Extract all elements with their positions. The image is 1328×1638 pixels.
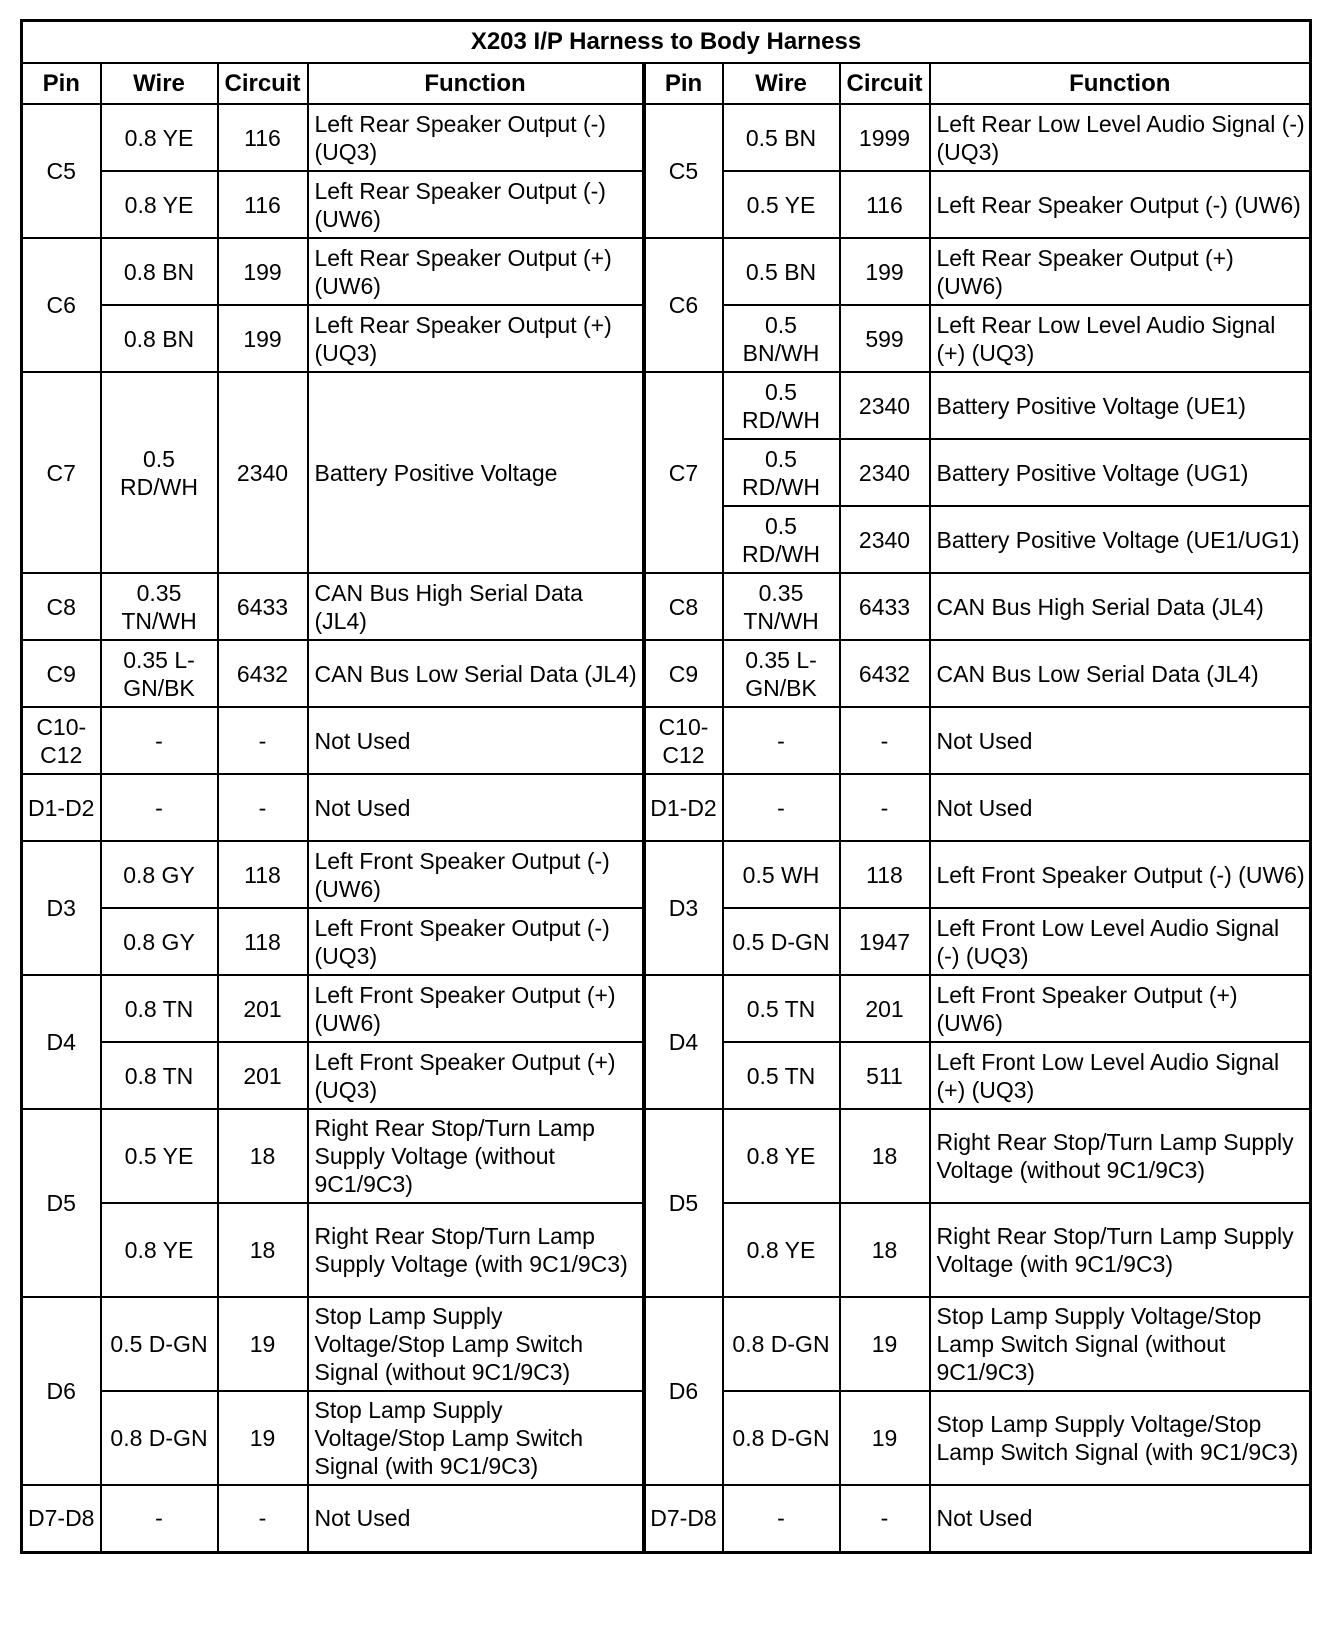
circuit-cell-right: 19: [840, 1391, 930, 1485]
circuit-cell-right: 19: [840, 1297, 930, 1391]
function-cell-right: Not Used: [930, 1485, 1311, 1552]
circuit-cell-left: -: [218, 707, 308, 774]
pin-cell-left: D5: [22, 1109, 101, 1297]
table-row: [22, 372, 1311, 439]
function-cell-right: Right Rear Stop/Turn Lamp Supply Voltage (with 9C1/9C3): [930, 1203, 1311, 1297]
header-function-left: Function: [308, 63, 644, 104]
pin-cell-right: C7: [644, 372, 723, 573]
header-wire-right: Wire: [723, 63, 840, 104]
pin-cell-left: C8: [22, 573, 101, 640]
wire-cell-left: -: [101, 774, 218, 841]
circuit-cell-left: 199: [218, 305, 308, 372]
pin-cell-right: D6: [644, 1297, 723, 1485]
wire-cell-right: 0.5 WH: [723, 841, 840, 908]
function-cell-right: Battery Positive Voltage (UG1): [930, 439, 1311, 506]
function-cell-right: Left Rear Low Level Audio Signal (-) (UQ3): [930, 104, 1311, 171]
circuit-cell-right: 18: [840, 1203, 930, 1297]
table-row: [22, 774, 1311, 841]
circuit-cell-left: 201: [218, 975, 308, 1042]
function-cell-left: Left Rear Speaker Output (+) (UQ3): [308, 305, 644, 372]
pin-cell-left: C6: [22, 238, 101, 372]
header-pin-left: Pin: [22, 63, 101, 104]
function-cell-left: Left Rear Speaker Output (-) (UW6): [308, 171, 644, 238]
pin-cell-right: D3: [644, 841, 723, 975]
function-cell-right: Battery Positive Voltage (UE1/UG1): [930, 506, 1311, 573]
wire-cell-right: 0.8 D-GN: [723, 1391, 840, 1485]
wire-cell-left: 0.5 RD/WH: [101, 372, 218, 573]
function-cell-right: Left Rear Low Level Audio Signal (+) (UQ3): [930, 305, 1311, 372]
wire-cell-right: 0.5 BN/WH: [723, 305, 840, 372]
circuit-cell-left: -: [218, 1485, 308, 1552]
function-cell-left: Left Front Speaker Output (+) (UQ3): [308, 1042, 644, 1109]
function-cell-right: Left Rear Speaker Output (+) (UW6): [930, 238, 1311, 305]
pin-cell-left: D3: [22, 841, 101, 975]
table-row: [22, 707, 1311, 774]
wire-cell-right: 0.8 YE: [723, 1203, 840, 1297]
wire-cell-right: -: [723, 707, 840, 774]
pin-cell-right: D1-D2: [644, 774, 723, 841]
circuit-cell-left: -: [218, 774, 308, 841]
pin-cell-left: D7-D8: [22, 1485, 101, 1552]
wire-cell-left: 0.8 BN: [101, 238, 218, 305]
circuit-cell-right: 18: [840, 1109, 930, 1203]
wire-cell-left: 0.35 TN/WH: [101, 573, 218, 640]
table-row: [22, 1109, 1311, 1203]
function-cell-left: Stop Lamp Supply Voltage/Stop Lamp Switch Signal (without 9C1/9C3): [308, 1297, 644, 1391]
table-row: [22, 104, 1311, 171]
wire-cell-left: 0.35 L-GN/BK: [101, 640, 218, 707]
pin-cell-right: C10-C12: [644, 707, 723, 774]
circuit-cell-right: 2340: [840, 506, 930, 573]
header-row: [22, 63, 1311, 104]
circuit-cell-left: 116: [218, 104, 308, 171]
function-cell-left: Right Rear Stop/Turn Lamp Supply Voltage (with 9C1/9C3): [308, 1203, 644, 1297]
wire-cell-left: 0.8 YE: [101, 104, 218, 171]
table-body: [22, 104, 1311, 1552]
wire-cell-right: 0.5 BN: [723, 104, 840, 171]
wire-cell-right: -: [723, 1485, 840, 1552]
wire-cell-left: 0.8 BN: [101, 305, 218, 372]
wire-cell-right: 0.5 TN: [723, 1042, 840, 1109]
wire-cell-left: -: [101, 707, 218, 774]
circuit-cell-left: 2340: [218, 372, 308, 573]
wire-cell-right: 0.5 BN: [723, 238, 840, 305]
function-cell-right: CAN Bus High Serial Data (JL4): [930, 573, 1311, 640]
circuit-cell-left: 6432: [218, 640, 308, 707]
wire-cell-right: -: [723, 774, 840, 841]
circuit-cell-left: 19: [218, 1297, 308, 1391]
circuit-cell-right: 2340: [840, 439, 930, 506]
wire-cell-right: 0.35 L-GN/BK: [723, 640, 840, 707]
wire-cell-left: 0.8 YE: [101, 1203, 218, 1297]
circuit-cell-right: -: [840, 707, 930, 774]
wire-cell-right: 0.8 D-GN: [723, 1297, 840, 1391]
circuit-cell-right: -: [840, 774, 930, 841]
table-row: [22, 238, 1311, 305]
pin-cell-right: C5: [644, 104, 723, 238]
header-circuit-right: Circuit: [840, 63, 930, 104]
table-row: [22, 573, 1311, 640]
function-cell-right: Left Front Speaker Output (+) (UW6): [930, 975, 1311, 1042]
pin-cell-left: D6: [22, 1297, 101, 1485]
function-cell-left: Not Used: [308, 774, 644, 841]
circuit-cell-right: 1947: [840, 908, 930, 975]
circuit-cell-left: 201: [218, 1042, 308, 1109]
wire-cell-right: 0.5 YE: [723, 171, 840, 238]
table-row: [22, 975, 1311, 1042]
pin-cell-left: C9: [22, 640, 101, 707]
function-cell-left: CAN Bus Low Serial Data (JL4): [308, 640, 644, 707]
circuit-cell-left: 199: [218, 238, 308, 305]
function-cell-left: Right Rear Stop/Turn Lamp Supply Voltage (without 9C1/9C3): [308, 1109, 644, 1203]
circuit-cell-right: 599: [840, 305, 930, 372]
function-cell-right: Left Front Low Level Audio Signal (+) (UQ3): [930, 1042, 1311, 1109]
table-row: [22, 640, 1311, 707]
circuit-cell-right: 116: [840, 171, 930, 238]
function-cell-right: Not Used: [930, 707, 1311, 774]
pin-cell-left: D4: [22, 975, 101, 1109]
function-cell-left: Left Front Speaker Output (-) (UW6): [308, 841, 644, 908]
function-cell-right: CAN Bus Low Serial Data (JL4): [930, 640, 1311, 707]
function-cell-right: Left Front Low Level Audio Signal (-) (UQ3): [930, 908, 1311, 975]
pin-cell-left: C5: [22, 104, 101, 238]
pin-cell-left: D1-D2: [22, 774, 101, 841]
wire-cell-right: 0.5 RD/WH: [723, 439, 840, 506]
function-cell-left: Battery Positive Voltage: [308, 372, 644, 573]
wire-cell-left: 0.8 GY: [101, 908, 218, 975]
pin-cell-right: D4: [644, 975, 723, 1109]
circuit-cell-right: 1999: [840, 104, 930, 171]
function-cell-left: Left Rear Speaker Output (-) (UQ3): [308, 104, 644, 171]
function-cell-right: Right Rear Stop/Turn Lamp Supply Voltage (without 9C1/9C3): [930, 1109, 1311, 1203]
pin-cell-right: D7-D8: [644, 1485, 723, 1552]
circuit-cell-left: 118: [218, 841, 308, 908]
function-cell-left: Left Front Speaker Output (-) (UQ3): [308, 908, 644, 975]
wire-cell-left: 0.5 YE: [101, 1109, 218, 1203]
function-cell-left: Not Used: [308, 1485, 644, 1552]
circuit-cell-right: 2340: [840, 372, 930, 439]
wire-cell-left: 0.8 YE: [101, 171, 218, 238]
function-cell-right: Stop Lamp Supply Voltage/Stop Lamp Switch Signal (without 9C1/9C3): [930, 1297, 1311, 1391]
circuit-cell-left: 18: [218, 1109, 308, 1203]
function-cell-right: Left Front Speaker Output (-) (UW6): [930, 841, 1311, 908]
function-cell-right: Left Rear Speaker Output (-) (UW6): [930, 171, 1311, 238]
pin-cell-right: C6: [644, 238, 723, 372]
wire-cell-right: 0.5 D-GN: [723, 908, 840, 975]
circuit-cell-right: 118: [840, 841, 930, 908]
circuit-cell-left: 6433: [218, 573, 308, 640]
table-row: [22, 1485, 1311, 1552]
function-cell-left: Left Front Speaker Output (+) (UW6): [308, 975, 644, 1042]
pin-cell-right: C9: [644, 640, 723, 707]
header-pin-right: Pin: [644, 63, 723, 104]
circuit-cell-right: 6433: [840, 573, 930, 640]
circuit-cell-right: -: [840, 1485, 930, 1552]
circuit-cell-left: 116: [218, 171, 308, 238]
wire-cell-left: 0.5 D-GN: [101, 1297, 218, 1391]
circuit-cell-left: 18: [218, 1203, 308, 1297]
pin-cell-left: C7: [22, 372, 101, 573]
wire-cell-left: 0.8 TN: [101, 1042, 218, 1109]
wire-cell-right: 0.5 RD/WH: [723, 506, 840, 573]
circuit-cell-right: 201: [840, 975, 930, 1042]
circuit-cell-right: 6432: [840, 640, 930, 707]
circuit-cell-left: 118: [218, 908, 308, 975]
header-function-right: Function: [930, 63, 1311, 104]
function-cell-left: CAN Bus High Serial Data (JL4): [308, 573, 644, 640]
wire-cell-right: 0.35 TN/WH: [723, 573, 840, 640]
function-cell-left: Stop Lamp Supply Voltage/Stop Lamp Switch Signal (with 9C1/9C3): [308, 1391, 644, 1485]
circuit-cell-left: 19: [218, 1391, 308, 1485]
table-title: X203 I/P Harness to Body Harness: [22, 21, 1311, 64]
wire-cell-left: 0.8 TN: [101, 975, 218, 1042]
wire-cell-right: 0.5 RD/WH: [723, 372, 840, 439]
header-wire-left: Wire: [101, 63, 218, 104]
function-cell-left: Not Used: [308, 707, 644, 774]
wire-cell-left: -: [101, 1485, 218, 1552]
header-circuit-left: Circuit: [218, 63, 308, 104]
function-cell-right: Not Used: [930, 774, 1311, 841]
pin-cell-right: C8: [644, 573, 723, 640]
wire-cell-left: 0.8 GY: [101, 841, 218, 908]
circuit-cell-right: 199: [840, 238, 930, 305]
circuit-cell-right: 511: [840, 1042, 930, 1109]
table-row: [22, 841, 1311, 908]
function-cell-right: Stop Lamp Supply Voltage/Stop Lamp Switch Signal (with 9C1/9C3): [930, 1391, 1311, 1485]
table-row: [22, 1297, 1311, 1391]
wire-cell-right: 0.8 YE: [723, 1109, 840, 1203]
pin-cell-right: D5: [644, 1109, 723, 1297]
pin-cell-left: C10-C12: [22, 707, 101, 774]
function-cell-left: Left Rear Speaker Output (+) (UW6): [308, 238, 644, 305]
connector-sheet: [20, 19, 1309, 1554]
harness-table: [20, 19, 1312, 1554]
function-cell-right: Battery Positive Voltage (UE1): [930, 372, 1311, 439]
wire-cell-right: 0.5 TN: [723, 975, 840, 1042]
wire-cell-left: 0.8 D-GN: [101, 1391, 218, 1485]
